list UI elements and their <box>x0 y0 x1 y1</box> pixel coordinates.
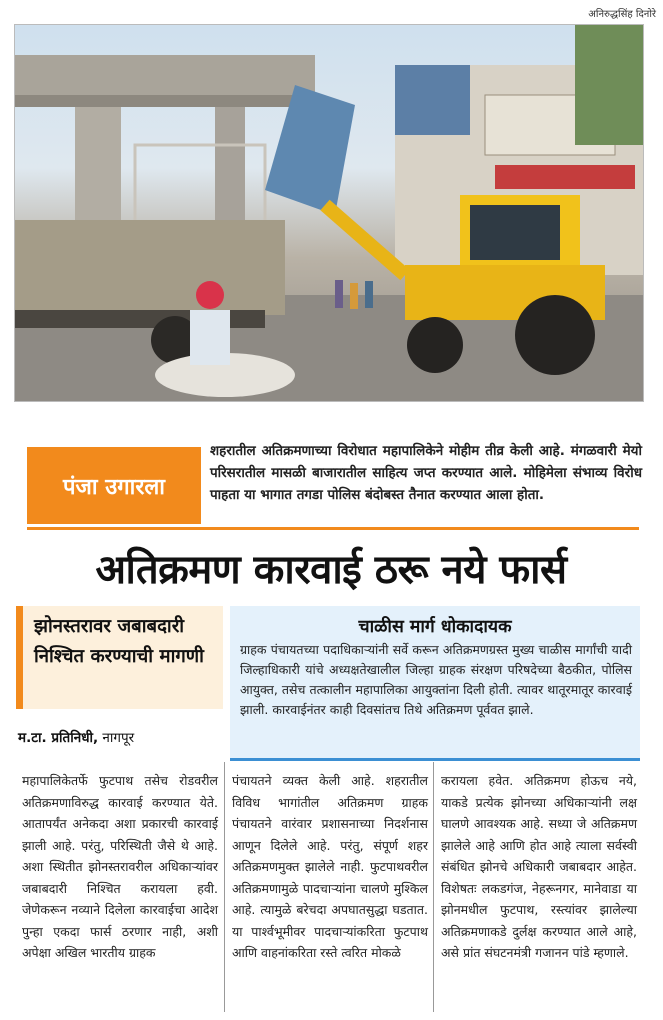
pedestrian <box>335 280 343 308</box>
photo-illustration <box>15 25 643 401</box>
rider <box>190 310 230 365</box>
flyover-pillar-2 <box>215 107 245 237</box>
pedestrian-2 <box>350 283 358 309</box>
article-column-1: महापालिकेतर्फे फुटपाथ तसेच रोडवरील अतिक्रमणाविरुद्ध कारवाई करण्यात येते. आतापर्यंत अनेकदा अशा प्रकारची कारवाई झाली आहे. परंतु, परिस्थिती जैसे थे आहे. अशा स्थितीत झोनस्तरावरील अधिकाऱ्यांवर जबाबदारी निश्चित करायला हवी. जेणेकरून नव्याने दिलेला कारवाईचा आदेश पुन्हा एकदा फार्स ठरणार नाही, अशी अपेक्षा अखिल भारतीय ग्राहक <box>22 773 218 960</box>
info-box-text: ग्राहक पंचायतच्या पदाधिकाऱ्यांनी सर्वे करून अतिक्रमणग्रस्त मुख्य चाळीस मार्गांची यादी जिल्हाधिकारी यांचे अध्यक्षतेखालील जिल्हा ग्राहक संरक्षण परिषदेच्या बैठकीत, पोलिस आयुक्त, तसेच तत्कालीन महापालिका आयुक्तांना दिली होती. त्यावर थातूरमातूर कारवाई झाली. कारवाईनंतर काही दिवसांतच तिथे अतिक्रमण पूर्ववत झाले. <box>240 642 632 717</box>
caption-tag: पंजा उगारला <box>27 447 201 524</box>
column-divider <box>224 762 225 1012</box>
caption-text: शहरातील अतिक्रमणाच्या विरोधात महापालिकेने मोहीम तीव्र केली आहे. मंगळवारी मेयो परिसरातील मासळी बाजारातील साहित्य जप्त करण्यात आले. मोहिमेला संभाव्य विरोध पाहता या भागात तगडा पोलिस बंदोबस्त तैनात करण्यात आला होता. <box>210 443 642 503</box>
flyover-pillar <box>75 107 121 227</box>
truck-body <box>15 220 285 315</box>
shop-sign <box>495 165 635 189</box>
rider-helmet <box>196 281 224 309</box>
jcb-window <box>470 205 560 260</box>
byline-agency: म.टा. प्रतिनिधी, <box>18 730 99 746</box>
flyover-edge <box>15 95 305 107</box>
headline: अतिक्रमण कारवाई ठरू नये फार्स <box>95 547 567 593</box>
byline <box>18 728 228 746</box>
flyover-deck <box>15 55 315 95</box>
byline-place: नागपूर <box>102 730 135 746</box>
article-column-2: पंचायतने व्यक्त केली आहे. शहरातील विविध भागांतील अतिक्रमण ग्राहक पंचायतने वारंवार प्रशासनाच्या निदर्शनास आणून दिलेले आहे. परंतु, संपूर्ण शहर अतिक्रमणमुक्त झालेले नाही. फुटपाथवरील अतिक्रमणामुळे पादचाऱ्यांना चालणे मुश्किल आहे. त्यामुळे बरेचदा अपघातसुद्धा घडतात. या पार्श्वभूमीवर पादचाऱ्यांकरिता फुटपाथ आणि वाहनांकरिता रस्ते त्वरित मोकळे <box>232 773 428 960</box>
column-divider-2 <box>433 762 434 1012</box>
station-frame <box>135 145 265 225</box>
article-column-3: करायला हवेत. अतिक्रमण होऊच नये, याकडे प्रत्येक झोनच्या अधिकाऱ्यांनी लक्ष घालणे आवश्यक आहे. सध्या जे अतिक्रमण झालेले आहे आणि होत आहे त्याला सर्वस्वी संबंधित झोनचे अधिकारी जबाबदार आहेत. विशेषतः लकडगंज, नेहरूनगर, मानेवाडा या झोनमधील फुटपाथ, रस्त्यांवर झालेल्या अतिक्रमणाकडे दुर्लक्ष करण्यात आले आहे, असे प्रांत संघटनमंत्री गजानन पांडे म्हणाले. <box>441 773 637 960</box>
tree <box>575 25 643 145</box>
jcb-front-wheel <box>407 317 463 373</box>
jcb-arm <box>325 205 405 275</box>
caption-rule <box>27 527 639 530</box>
billboard <box>395 65 470 135</box>
pedestrian-3 <box>365 281 373 308</box>
photo-credit: अनिरुद्धसिंह दिनोरे <box>588 9 656 20</box>
subhead-text: झोनस्तरावर जबाबदारी निश्चित करण्याची मागणी <box>34 616 204 667</box>
info-box-title: चाळीस मार्ग धोकादायक <box>358 617 512 637</box>
jcb-rear-wheel <box>515 295 595 375</box>
news-photo <box>14 24 644 402</box>
